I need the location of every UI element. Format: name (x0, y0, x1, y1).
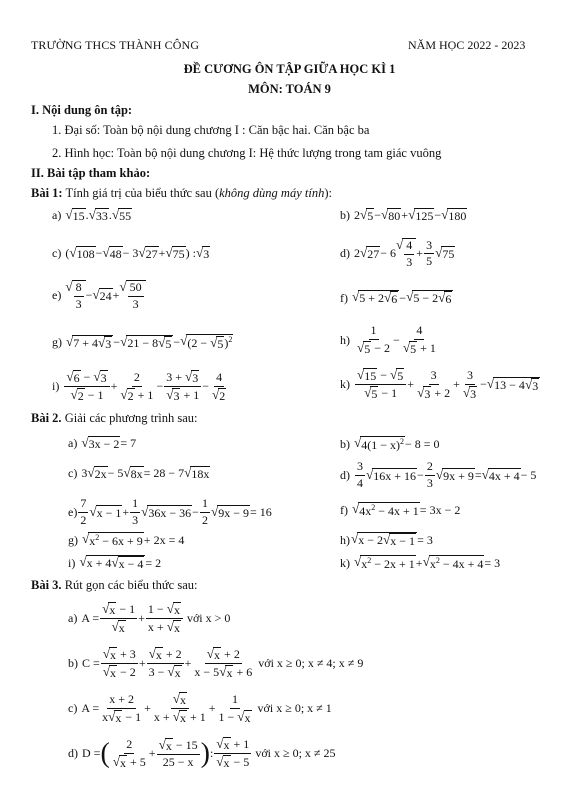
exercise-1c (52, 246, 210, 261)
exercise-1i (52, 370, 229, 404)
exercise-1-italic: không dùng máy tính (219, 186, 325, 200)
exercise-3-heading (31, 578, 197, 593)
school-year: NĂM HỌC 2022 - 2023 (408, 38, 526, 52)
exercise-1-text: Tính giá trị của biểu thức sau ( (62, 186, 220, 200)
condition: với x ≥ 0; x ≠ 25 (255, 746, 336, 761)
label-g: g) (68, 532, 78, 547)
math-expression: D = ( 2 √ x + 5 + √ x − 15 25 − x ) : √ x + 1 √ x − 5 với x ≥ 0; x ≠ 25 (82, 736, 336, 771)
exercise-2-label: Bài 2. (31, 411, 62, 425)
label-c: c) (68, 466, 78, 481)
math-expression: A = x + 2 x √ x − 1 + √ x x + √ x + 1 + 1 1 − √ x với x ≥ 0; x ≠ 1 (81, 691, 332, 726)
math-expression: 1 √ 5 − 2 − 4 √ 5 + 1 (357, 323, 436, 356)
exercise-1h (340, 324, 439, 356)
content-item-1: 1. Đại số: Toàn bộ nội dung chương I : Căn bậc hai. Căn bậc ba (52, 123, 370, 137)
label-c: c) (52, 246, 62, 261)
exercise-2-heading (31, 411, 197, 426)
math-expression: √ $4(1 - x)^2$ − 8 = 0 (354, 435, 440, 452)
exercise-1e (52, 280, 146, 312)
exercise-2a (68, 436, 136, 451)
label-d: d) (68, 746, 78, 761)
section-1-heading: I. Nội dung ôn tập: (31, 103, 133, 117)
math-expression: √ x − 2 √ x − 1 = 3 (351, 531, 433, 548)
math-expression: 3 √ 2x − 5 √ 8x = 28 − 7 √ 18x (81, 465, 210, 481)
label-f: f) (340, 502, 348, 517)
math-expression: √ $4x^2 - 4x + 1$ = 3x − 2 (352, 501, 461, 518)
label-i: i) (68, 555, 76, 570)
exercise-2h (340, 532, 433, 548)
exercise-2-text: Giải các phương trình sau: (61, 411, 198, 425)
label-k: k) (340, 377, 350, 392)
exercise-2c (68, 466, 210, 481)
math-expression: 7 2 √ x − 1 + 1 3 √ 36x − 36 − 1 2 √ 9x − 9 = 16 (80, 496, 272, 527)
document-title: ĐỀ CƯƠNG ÔN TẬP GIỮA HỌC KÌ 1 (183, 62, 396, 76)
label-f: f) (340, 290, 348, 305)
label-k: k) (340, 555, 350, 570)
math-expression: √ 15 . √ 33 . √ 55 (65, 207, 132, 223)
math-expression: 2 √ 5 − √ 80 + √ 125 − √ 180 (354, 207, 467, 223)
condition: với x ≥ 0; x ≠ 1 (257, 701, 332, 716)
math-expression: √ $x^2 - 2x + 1$ + √ $x^2 - 4x + 4$ = 3 (354, 554, 501, 571)
exercise-1k (340, 368, 540, 402)
math-expression: √ $\frac{8}{3}$ − √ 24 + √ $\frac{50}{3}$ (65, 280, 145, 312)
content-item-2: 2. Hình học: Toàn bộ nội dung chương I: Hệ thức lượng trong tam giác vuông (52, 146, 442, 160)
label-c: c) (68, 701, 78, 716)
label-a: a) (68, 436, 78, 451)
math-expression: √ $x^2 - 6x + 9$ + 2x = 4 (82, 531, 185, 548)
label-e: e) (68, 504, 78, 519)
document-subject: MÔN: TOÁN 9 (248, 82, 331, 96)
label-d: d) (340, 246, 350, 261)
math-expression: C = √ x + 3 √ x − 2 + √ x + 2 3 − √ x + √ x + 2 x − 5 √ x + 6 với x ≥ 0; x ≠ 4; x ≠ 9 (82, 646, 364, 681)
exercise-3-label: Bài 3. (31, 578, 62, 592)
math-expression: √ 5 + 2 √ 6 − √ 5 − 2 √ 6 (352, 289, 452, 306)
exercise-1g (52, 334, 233, 351)
label-a: a) (52, 208, 62, 223)
condition: với x > 0 (186, 611, 231, 626)
math-expression: ( √ 108 − √ 48 − 3 √ 27 + √ 75 ) : √ 3 (65, 245, 210, 261)
label-a: a) (68, 611, 78, 626)
label-e: e) (52, 288, 62, 303)
label-g: g) (52, 335, 62, 350)
label-b: b) (68, 656, 78, 671)
exercise-1f (340, 290, 453, 306)
school-name: TRƯỜNG THCS THÀNH CÔNG (31, 38, 200, 52)
exercise-1b (340, 208, 467, 223)
exercise-2d (340, 460, 536, 491)
exercise-2k (340, 555, 500, 571)
exercise-1d (340, 238, 455, 270)
label-h: h) (340, 332, 350, 347)
label-b: b) (340, 436, 350, 451)
math-expression: 3 4 √ 16x + 16 − 2 3 √ 9x + 9 = √ 4x + 4 − 5 (357, 459, 537, 490)
exercise-3b (68, 647, 363, 681)
exercise-1-text-end: ): (324, 186, 332, 200)
section-2-heading: II. Bài tập tham khảo: (31, 166, 151, 180)
label-d: d) (340, 467, 350, 482)
math-expression: 2 √ 27 − 6 √ $\frac{4}{3}$ + 3 5 √ 75 (354, 237, 455, 269)
exercise-2f (340, 502, 460, 518)
label-b: b) (340, 208, 350, 223)
math-expression: √ 3x − 2 = 7 (81, 435, 137, 451)
exercise-1a (52, 208, 132, 223)
exercise-3d (68, 737, 336, 771)
math-expression: √ 15 − √ 5 √ 5 − 1 + 3 √ 3 + 2 + 3 √ 3 − √ 13 − 4 √ 3 (357, 367, 539, 402)
math-expression: √ 7 + 4 √ 3 − √ 21 − 8 √ 5 − √ (2 − √ 5 )$^2$ (66, 333, 233, 351)
exercise-2g (68, 532, 184, 548)
exercise-3c (68, 692, 332, 726)
exercise-3-text: Rút gọn các biểu thức sau: (61, 578, 198, 592)
exercise-1-heading (31, 186, 332, 201)
exercise-1-label: Bài 1: (31, 186, 63, 200)
exercise-2b (340, 436, 440, 452)
math-expression: √ x + 4 √ x − 4 = 2 (79, 554, 162, 571)
exercise-2i (68, 555, 161, 571)
condition: với x ≥ 0; x ≠ 4; x ≠ 9 (258, 656, 364, 671)
exercise-3a (68, 602, 230, 636)
math-expression: √ 6 − √ 3 √ 2 − 1 + 2 √ 2 + 1 − 3 + √ 3 √ 3 + 1 − 4 √ 2 (66, 369, 226, 404)
exercise-2e (68, 497, 272, 528)
math-expression: A = √ x − 1 √ x + 1 − √ x x + √ x với x > 0 (81, 601, 231, 636)
label-h: h) (340, 532, 350, 547)
label-i: i) (52, 379, 60, 394)
